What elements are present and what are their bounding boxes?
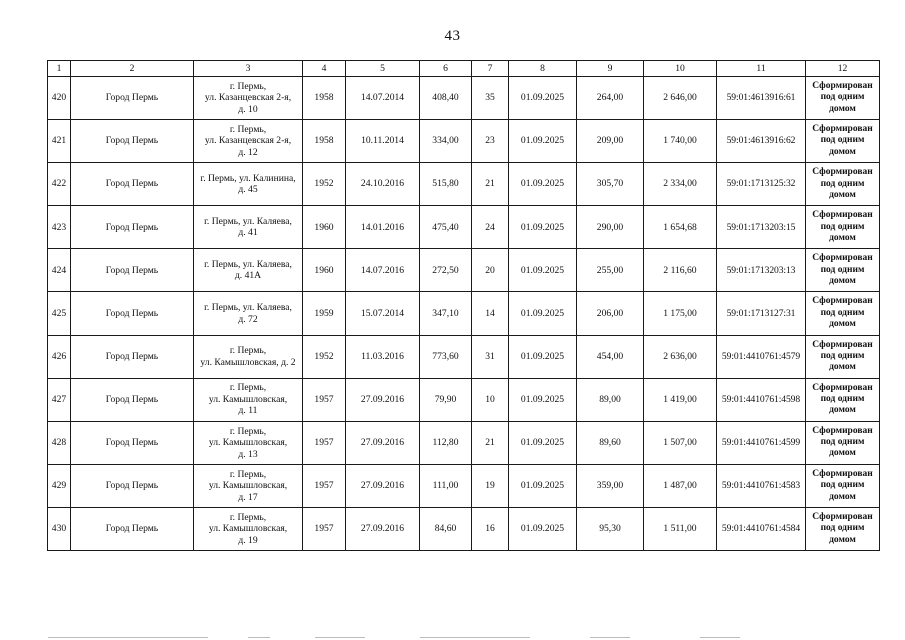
col-residents-cell: 20 xyxy=(472,249,509,292)
col-deadline-cell: 01.09.2025 xyxy=(509,206,577,249)
col-cadastral-number-cell: 59:01:4613916:62 xyxy=(717,120,806,163)
col-row-number-cell: 421 xyxy=(48,120,71,163)
col-year-built-cell: 1960 xyxy=(303,249,346,292)
table-row xyxy=(48,335,880,378)
col-year-built-cell: 1957 xyxy=(303,464,346,507)
col-row-number-cell: 428 xyxy=(48,421,71,464)
col-area-cell: 515,80 xyxy=(420,163,472,206)
col-deadline-cell: 01.09.2025 xyxy=(509,507,577,550)
col-municipality-cell: Город Пермь xyxy=(71,421,194,464)
col-land-status-cell: Сформирован под одним домом xyxy=(806,464,880,507)
col-date-cell: 14.07.2016 xyxy=(346,249,420,292)
col-residents-cell: 19 xyxy=(472,464,509,507)
col-cost-cell: 1 487,00 xyxy=(644,464,717,507)
table-row xyxy=(48,163,880,206)
col-year-built-cell: 1957 xyxy=(303,421,346,464)
col-date-cell: 15.07.2014 xyxy=(346,292,420,335)
col-area-cell: 112,80 xyxy=(420,421,472,464)
col-date-cell: 11.03.2016 xyxy=(346,335,420,378)
col-residents-cell: 35 xyxy=(472,77,509,120)
col-land-area-cell: 454,00 xyxy=(577,335,644,378)
col-address-cell: г. Пермь, ул. Каляева, д. 41А xyxy=(194,249,303,292)
table-row xyxy=(48,378,880,421)
col-year-built-cell: 1958 xyxy=(303,120,346,163)
col-row-number-cell: 430 xyxy=(48,507,71,550)
col-deadline-cell: 01.09.2025 xyxy=(509,292,577,335)
col-deadline-cell: 01.09.2025 xyxy=(509,163,577,206)
col-row-number-cell: 429 xyxy=(48,464,71,507)
header-col-land-area: 9 xyxy=(577,61,644,77)
col-land-status-cell: Сформирован под одним домом xyxy=(806,120,880,163)
col-deadline-cell: 01.09.2025 xyxy=(509,421,577,464)
column-number-row xyxy=(48,61,880,77)
col-cost-cell: 2 646,00 xyxy=(644,77,717,120)
col-address-cell: г. Пермь, ул. Камышловская, д. 13 xyxy=(194,421,303,464)
col-address-cell: г. Пермь, ул. Камышловская, д. 2 xyxy=(194,335,303,378)
col-deadline-cell: 01.09.2025 xyxy=(509,120,577,163)
col-land-status-cell: Сформирован под одним домом xyxy=(806,292,880,335)
col-municipality-cell: Город Пермь xyxy=(71,163,194,206)
header-col-deadline: 8 xyxy=(509,61,577,77)
col-date-cell: 27.09.2016 xyxy=(346,421,420,464)
col-land-area-cell: 209,00 xyxy=(577,120,644,163)
col-land-area-cell: 255,00 xyxy=(577,249,644,292)
page-number: 43 xyxy=(444,28,461,44)
col-municipality-cell: Город Пермь xyxy=(71,378,194,421)
col-residents-cell: 16 xyxy=(472,507,509,550)
col-cadastral-number-cell: 59:01:4410761:4583 xyxy=(717,464,806,507)
table-row xyxy=(48,77,880,120)
col-date-cell: 14.07.2014 xyxy=(346,77,420,120)
col-cadastral-number-cell: 59:01:1713203:15 xyxy=(717,206,806,249)
header-col-year-built: 4 xyxy=(303,61,346,77)
col-cadastral-number-cell: 59:01:1713203:13 xyxy=(717,249,806,292)
col-area-cell: 773,60 xyxy=(420,335,472,378)
table-row xyxy=(48,206,880,249)
col-area-cell: 334,00 xyxy=(420,120,472,163)
col-land-status-cell: Сформирован под одним домом xyxy=(806,335,880,378)
col-land-area-cell: 264,00 xyxy=(577,77,644,120)
col-area-cell: 79,90 xyxy=(420,378,472,421)
col-date-cell: 27.09.2016 xyxy=(346,507,420,550)
col-land-status-cell: Сформирован под одним домом xyxy=(806,421,880,464)
table-row xyxy=(48,120,880,163)
col-date-cell: 27.09.2016 xyxy=(346,464,420,507)
col-cost-cell: 1 175,00 xyxy=(644,292,717,335)
col-date-cell: 14.01.2016 xyxy=(346,206,420,249)
col-land-status-cell: Сформирован под одним домом xyxy=(806,507,880,550)
header-col-cadastral-number: 11 xyxy=(717,61,806,77)
header-col-date: 5 xyxy=(346,61,420,77)
col-row-number-cell: 427 xyxy=(48,378,71,421)
col-address-cell: г. Пермь, ул. Казанцевская 2-я, д. 10 xyxy=(194,77,303,120)
col-year-built-cell: 1960 xyxy=(303,206,346,249)
col-land-status-cell: Сформирован под одним домом xyxy=(806,206,880,249)
col-cost-cell: 1 654,68 xyxy=(644,206,717,249)
col-residents-cell: 10 xyxy=(472,378,509,421)
col-date-cell: 10.11.2014 xyxy=(346,120,420,163)
col-year-built-cell: 1957 xyxy=(303,378,346,421)
col-land-area-cell: 290,00 xyxy=(577,206,644,249)
col-date-cell: 24.10.2016 xyxy=(346,163,420,206)
header-col-address: 3 xyxy=(194,61,303,77)
col-cost-cell: 1 740,00 xyxy=(644,120,717,163)
col-cadastral-number-cell: 59:01:4613916:61 xyxy=(717,77,806,120)
table-row xyxy=(48,507,880,550)
header-col-residents: 7 xyxy=(472,61,509,77)
col-residents-cell: 24 xyxy=(472,206,509,249)
col-municipality-cell: Город Пермь xyxy=(71,292,194,335)
col-municipality-cell: Город Пермь xyxy=(71,335,194,378)
housing-register-table xyxy=(47,60,880,551)
col-cost-cell: 1 507,00 xyxy=(644,421,717,464)
col-cadastral-number-cell: 59:01:4410761:4598 xyxy=(717,378,806,421)
col-address-cell: г. Пермь, ул. Каляева, д. 41 xyxy=(194,206,303,249)
col-deadline-cell: 01.09.2025 xyxy=(509,378,577,421)
col-land-area-cell: 206,00 xyxy=(577,292,644,335)
header-col-land-status: 12 xyxy=(806,61,880,77)
col-address-cell: г. Пермь, ул. Камышловская, д. 11 xyxy=(194,378,303,421)
col-cost-cell: 2 334,00 xyxy=(644,163,717,206)
col-cost-cell: 1 419,00 xyxy=(644,378,717,421)
col-area-cell: 111,00 xyxy=(420,464,472,507)
col-municipality-cell: Город Пермь xyxy=(71,206,194,249)
table-body xyxy=(48,77,880,551)
col-cadastral-number-cell: 59:01:1713127:31 xyxy=(717,292,806,335)
col-year-built-cell: 1958 xyxy=(303,77,346,120)
col-residents-cell: 21 xyxy=(472,163,509,206)
col-address-cell: г. Пермь, ул. Камышловская, д. 19 xyxy=(194,507,303,550)
col-residents-cell: 21 xyxy=(472,421,509,464)
col-residents-cell: 31 xyxy=(472,335,509,378)
col-row-number-cell: 422 xyxy=(48,163,71,206)
col-cost-cell: 2 636,00 xyxy=(644,335,717,378)
header-col-row-number: 1 xyxy=(48,61,71,77)
col-cadastral-number-cell: 59:01:1713125:32 xyxy=(717,163,806,206)
col-deadline-cell: 01.09.2025 xyxy=(509,77,577,120)
col-area-cell: 475,40 xyxy=(420,206,472,249)
col-cost-cell: 1 511,00 xyxy=(644,507,717,550)
col-land-status-cell: Сформирован под одним домом xyxy=(806,163,880,206)
col-year-built-cell: 1959 xyxy=(303,292,346,335)
col-cadastral-number-cell: 59:01:4410761:4584 xyxy=(717,507,806,550)
col-year-built-cell: 1952 xyxy=(303,335,346,378)
col-year-built-cell: 1957 xyxy=(303,507,346,550)
col-municipality-cell: Город Пермь xyxy=(71,120,194,163)
col-deadline-cell: 01.09.2025 xyxy=(509,249,577,292)
table-row xyxy=(48,464,880,507)
col-land-status-cell: Сформирован под одним домом xyxy=(806,378,880,421)
header-col-area: 6 xyxy=(420,61,472,77)
col-municipality-cell: Город Пермь xyxy=(71,507,194,550)
col-deadline-cell: 01.09.2025 xyxy=(509,335,577,378)
col-land-area-cell: 89,60 xyxy=(577,421,644,464)
col-municipality-cell: Город Пермь xyxy=(71,249,194,292)
col-land-status-cell: Сформирован под одним домом xyxy=(806,249,880,292)
col-cost-cell: 2 116,60 xyxy=(644,249,717,292)
col-cadastral-number-cell: 59:01:4410761:4599 xyxy=(717,421,806,464)
col-row-number-cell: 426 xyxy=(48,335,71,378)
col-deadline-cell: 01.09.2025 xyxy=(509,464,577,507)
col-row-number-cell: 425 xyxy=(48,292,71,335)
col-row-number-cell: 423 xyxy=(48,206,71,249)
col-area-cell: 272,50 xyxy=(420,249,472,292)
col-area-cell: 84,60 xyxy=(420,507,472,550)
col-land-area-cell: 305,70 xyxy=(577,163,644,206)
header-col-municipality: 2 xyxy=(71,61,194,77)
col-area-cell: 408,40 xyxy=(420,77,472,120)
col-address-cell: г. Пермь, ул. Камышловская, д. 17 xyxy=(194,464,303,507)
col-address-cell: г. Пермь, ул. Калинина, д. 45 xyxy=(194,163,303,206)
col-year-built-cell: 1952 xyxy=(303,163,346,206)
col-municipality-cell: Город Пермь xyxy=(71,77,194,120)
table-row xyxy=(48,292,880,335)
header-col-cost: 10 xyxy=(644,61,717,77)
col-row-number-cell: 420 xyxy=(48,77,71,120)
col-residents-cell: 23 xyxy=(472,120,509,163)
col-date-cell: 27.09.2016 xyxy=(346,378,420,421)
col-row-number-cell: 424 xyxy=(48,249,71,292)
col-area-cell: 347,10 xyxy=(420,292,472,335)
col-land-area-cell: 95,30 xyxy=(577,507,644,550)
col-address-cell: г. Пермь, ул. Казанцевская 2-я, д. 12 xyxy=(194,120,303,163)
col-residents-cell: 14 xyxy=(472,292,509,335)
col-address-cell: г. Пермь, ул. Каляева, д. 72 xyxy=(194,292,303,335)
table-row xyxy=(48,249,880,292)
table-row xyxy=(48,421,880,464)
col-cadastral-number-cell: 59:01:4410761:4579 xyxy=(717,335,806,378)
col-land-area-cell: 89,00 xyxy=(577,378,644,421)
col-municipality-cell: Город Пермь xyxy=(71,464,194,507)
col-land-area-cell: 359,00 xyxy=(577,464,644,507)
col-land-status-cell: Сформирован под одним домом xyxy=(806,77,880,120)
